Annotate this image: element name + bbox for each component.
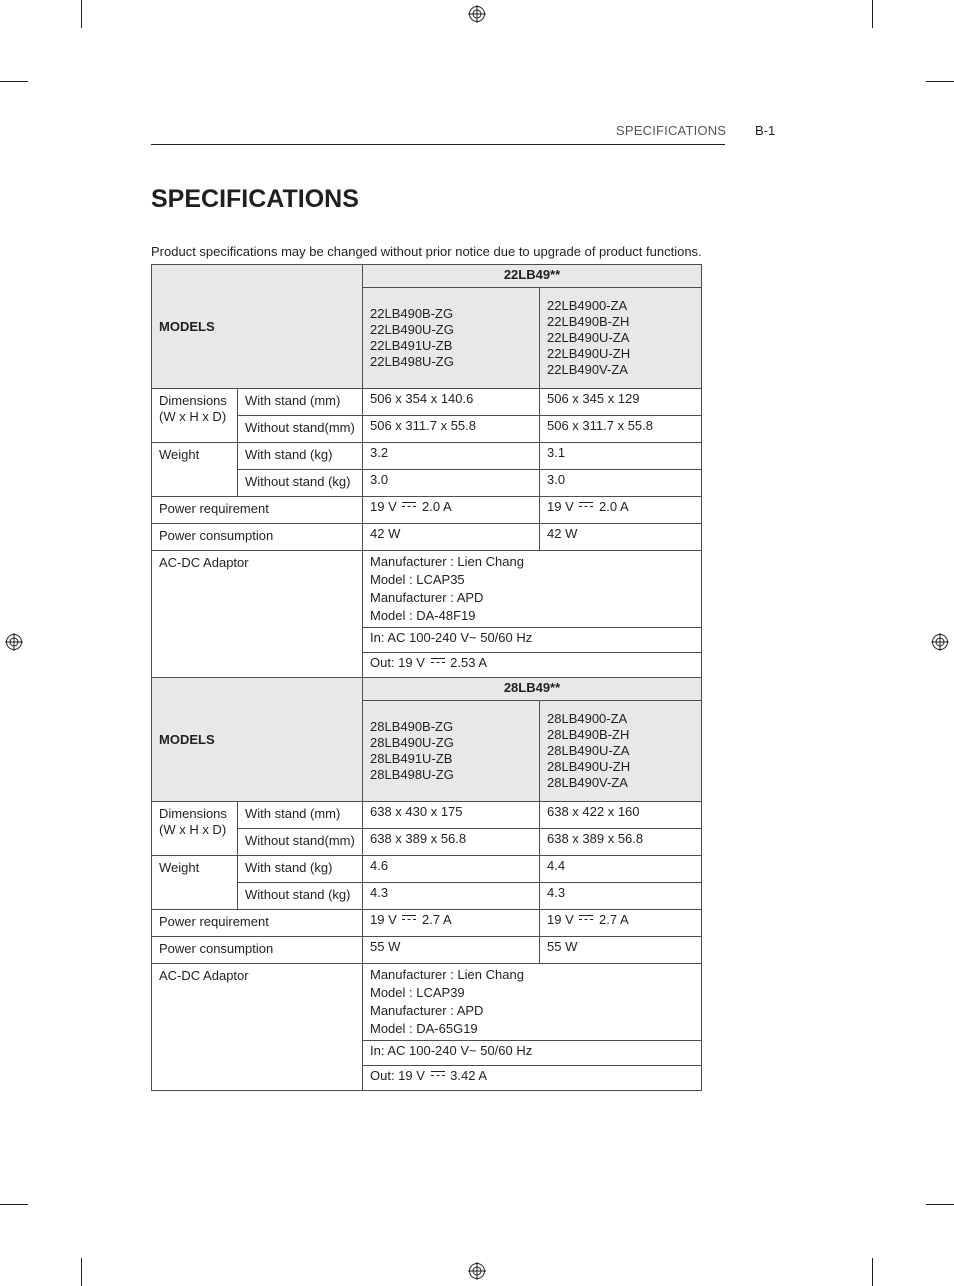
without-stand-kg-label: Without stand (kg) [245,887,351,902]
adaptor-line: Manufacturer : APD [370,590,484,605]
power-consumption-label-cell [152,524,363,551]
model-code: 28LB498U-ZG [370,767,454,782]
adaptor-info-cell [363,964,702,1041]
sub-label-cell [238,389,363,416]
value-cell [540,829,702,856]
spec-row [152,910,702,937]
group-header-row [152,265,702,288]
crop-mark [872,1258,873,1286]
value-cell [540,524,702,551]
adaptor-line: Model : DA-65G19 [370,1021,478,1036]
running-header-section: SPECIFICATIONS [616,123,727,138]
adaptor-line: Manufacturer : Lien Chang [370,967,524,982]
value-cell [540,856,702,883]
value-cell [363,802,540,829]
group-name: 28LB49** [503,680,561,695]
model-code: 28LB490V-ZA [547,775,628,790]
crop-mark [81,0,82,28]
dc-current-icon [579,915,593,922]
model-code: 28LB490B-ZG [370,719,454,734]
crop-mark [872,0,873,28]
spec-value: 55 W [547,939,578,954]
dc-current-icon [402,915,416,922]
model-list-cell [540,701,702,802]
spec-value: 3.1 [547,445,566,460]
sub-label-cell [238,856,363,883]
power-current: 2.0 A [422,499,452,514]
adaptor-row [152,551,702,628]
dimensions-label-cell [152,389,238,443]
crop-mark [926,1204,954,1205]
model-code: 28LB490B-ZH [547,727,630,742]
model-code: 28LB490U-ZH [547,759,631,774]
crop-mark [0,1204,28,1205]
model-list-cell [363,701,540,802]
power-current: 2.0 A [599,499,629,514]
without-stand-mm-label: Without stand(mm) [245,420,355,435]
power-voltage: 19 V [547,912,574,927]
adaptor-output-current: 3.42 A [450,1068,488,1083]
spec-row [152,937,702,964]
spec-row [152,802,702,829]
spec-value: 506 x 311.7 x 55.8 [547,418,654,433]
power-current: 2.7 A [599,912,629,927]
value-cell [363,497,540,524]
value-cell [363,910,540,937]
model-code: 28LB490U-ZG [370,735,454,750]
value-cell [540,883,702,910]
dc-current-icon [431,658,445,665]
adaptor-output-current: 2.53 A [450,655,488,670]
model-code: 28LB491U-ZB [370,751,453,766]
spec-value: 55 W [370,939,401,954]
spec-value: 638 x 430 x 175 [370,804,463,819]
power-voltage: 19 V [370,499,397,514]
power-voltage: 19 V [370,912,397,927]
power-requirement-label: Power requirement [159,501,269,516]
model-code: 22LB490U-ZA [547,330,630,345]
registration-mark-icon [5,633,23,651]
spec-row [152,443,702,470]
value-cell [540,937,702,964]
power-requirement-label-cell [152,497,363,524]
group-name-cell [363,265,702,288]
weight-label: Weight [159,860,200,875]
model-code: 22LB490B-ZH [547,314,630,329]
spec-row [152,389,702,416]
value-cell [363,389,540,416]
model-code: 22LB490V-ZA [547,362,628,377]
sub-label-cell [238,802,363,829]
adaptor-line: Model : LCAP35 [370,572,465,587]
models-label-cell [152,678,363,802]
sub-label-cell [238,883,363,910]
spec-value: 4.4 [547,858,566,873]
power-consumption-label-cell [152,937,363,964]
spec-value: 638 x 389 x 56.8 [547,831,644,846]
value-cell [540,470,702,497]
value-cell [540,389,702,416]
weight-label-cell [152,856,238,910]
spec-row [152,497,702,524]
adaptor-label: AC-DC Adaptor [159,555,249,570]
group-name-cell [363,678,702,701]
power-requirement-label-cell [152,910,363,937]
model-code: 22LB490U-ZG [370,322,454,337]
spec-value: 3.0 [547,472,566,487]
adaptor-input: In: AC 100-240 V~ 50/60 Hz [370,630,533,645]
value-cell [363,856,540,883]
adaptor-output-cell [363,1066,702,1091]
spec-value: 506 x 311.7 x 55.8 [370,418,477,433]
model-code: 28LB490U-ZA [547,743,630,758]
spec-value: 4.6 [370,858,389,873]
without-stand-mm-label: Without stand(mm) [245,833,355,848]
dimensions-sublabel: (W x H x D) [159,822,227,837]
model-code: 28LB4900-ZA [547,711,628,726]
registration-mark-icon [468,5,486,23]
sub-label-cell [238,443,363,470]
power-current: 2.7 A [422,912,452,927]
models-label-cell [152,265,363,389]
with-stand-kg-label: With stand (kg) [245,860,333,875]
dimensions-label: Dimensions [159,806,227,821]
spec-value: 3.2 [370,445,389,460]
adaptor-output-voltage: Out: 19 V [370,1068,425,1083]
without-stand-kg-label: Without stand (kg) [245,474,351,489]
adaptor-line: Model : DA-48F19 [370,608,476,623]
spec-value: 506 x 345 x 129 [547,391,640,406]
adaptor-input-cell [363,628,702,653]
registration-mark-icon [931,633,949,651]
crop-mark [926,81,954,82]
value-cell [363,443,540,470]
spec-row [152,856,702,883]
crop-mark [81,1258,82,1286]
model-code: 22LB490B-ZG [370,306,454,321]
specifications-table [151,264,702,1091]
power-consumption-label: Power consumption [159,528,274,543]
page-number: B-1 [755,123,776,138]
adaptor-output-cell [363,653,702,678]
models-label: MODELS [159,731,215,747]
spec-row [152,524,702,551]
model-code: 22LB498U-ZG [370,354,454,369]
dimensions-sublabel: (W x H x D) [159,409,227,424]
adaptor-input-cell [363,1041,702,1066]
model-code: 22LB4900-ZA [547,298,628,313]
dc-current-icon [579,502,593,509]
value-cell [540,497,702,524]
value-cell [363,937,540,964]
adaptor-info-cell [363,551,702,628]
power-voltage: 19 V [547,499,574,514]
with-stand-kg-label: With stand (kg) [245,447,333,462]
value-cell [363,416,540,443]
model-list-cell [363,288,540,389]
spec-value: 3.0 [370,472,389,487]
adaptor-label-cell [152,551,363,678]
intro-text: Product specifications may be changed without prior notice due to upgrade of product functions. [151,244,702,259]
with-stand-mm-label: With stand (mm) [245,806,341,821]
group-header-row [152,678,702,701]
group-name: 22LB49** [503,267,561,282]
model-code: 22LB491U-ZB [370,338,453,353]
models-label: MODELS [159,318,215,334]
adaptor-label: AC-DC Adaptor [159,968,249,983]
adaptor-label-cell [152,964,363,1091]
power-requirement-label: Power requirement [159,914,269,929]
sub-label-cell [238,416,363,443]
dimensions-label: Dimensions [159,393,227,408]
dimensions-label-cell [152,802,238,856]
adaptor-line: Manufacturer : APD [370,1003,484,1018]
page-title: SPECIFICATIONS [151,185,359,213]
header-rule [151,144,725,145]
value-cell [363,524,540,551]
model-code: 22LB490U-ZH [547,346,631,361]
adaptor-row [152,964,702,1041]
value-cell [540,910,702,937]
adaptor-line: Manufacturer : Lien Chang [370,554,524,569]
adaptor-output-voltage: Out: 19 V [370,655,425,670]
spec-value: 638 x 422 x 160 [547,804,640,819]
with-stand-mm-label: With stand (mm) [245,393,341,408]
sub-label-cell [238,829,363,856]
weight-label: Weight [159,447,200,462]
dc-current-icon [431,1071,445,1078]
value-cell [363,883,540,910]
crop-mark [0,81,28,82]
spec-value: 506 x 354 x 140.6 [370,391,474,406]
sub-label-cell [238,470,363,497]
weight-label-cell [152,443,238,497]
power-consumption-label: Power consumption [159,941,274,956]
value-cell [363,829,540,856]
value-cell [363,470,540,497]
registration-mark-icon [468,1262,486,1280]
value-cell [540,802,702,829]
value-cell [540,416,702,443]
adaptor-line: Model : LCAP39 [370,985,465,1000]
dc-current-icon [402,502,416,509]
model-list-cell [540,288,702,389]
adaptor-input: In: AC 100-240 V~ 50/60 Hz [370,1043,533,1058]
spec-value: 42 W [370,526,401,541]
spec-value: 638 x 389 x 56.8 [370,831,467,846]
value-cell [540,443,702,470]
spec-value: 4.3 [370,885,389,900]
spec-value: 42 W [547,526,578,541]
spec-value: 4.3 [547,885,566,900]
